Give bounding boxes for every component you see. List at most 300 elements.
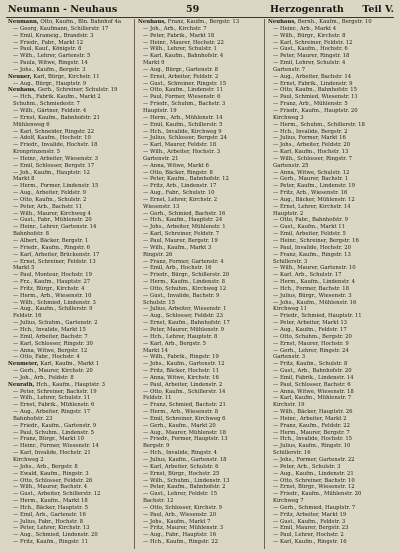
entry-details: — Herm., Arb., Wiesenstr. 8 — [143, 409, 219, 416]
entry-details: — Aug., Bürgr., Hauptstr. 9 — [13, 80, 87, 87]
directory-entry — [268, 135, 392, 142]
directory-entry — [268, 170, 392, 177]
directory-entry — [138, 320, 262, 327]
entry-details: — Fritz, Kaufm., Schulstr. 8 — [273, 361, 348, 368]
directory-entry — [8, 368, 132, 375]
entry-details: — Fritz, Arb., Lindenstr. 17 — [143, 183, 217, 190]
entry-details: — Wilh., Lehrer, Schulstr. 11 — [13, 395, 91, 402]
directory-entry — [8, 279, 132, 286]
header-town: Herzogenrath — [270, 4, 344, 15]
entry-details: — Friedr., Former, Hauptstr. 13 — [143, 436, 228, 443]
entry-details: — Hch., Invalide, Markt 15 — [13, 326, 86, 333]
directory-entry — [268, 183, 392, 190]
entry-details: — Friedr., Kaufm., Ringstr. 6 — [13, 244, 90, 251]
directory-entry — [268, 149, 392, 156]
entry-details: — Fritz, Arbeiter, Markt 19 — [273, 511, 347, 518]
entry-details: — Emil, Arbeiter, Bachstr. 7 — [13, 333, 88, 340]
entry-details: Schuhm., Schmiedestr. 7 — [13, 101, 80, 108]
page-number: 59 — [186, 4, 200, 15]
entry-details: — Wilh., Fabrik., Ringstr. 19 — [143, 354, 219, 361]
directory-entry — [138, 498, 262, 505]
entry-details: — Aug., Schlosser, Feldstr. 23 — [143, 313, 223, 320]
entry-details: — Hch., Invalide, Bergstr. 2 — [273, 128, 348, 135]
directory-entry — [8, 265, 132, 272]
entry-details: — Wilh., Maurer, Bachstr. 4 — [13, 484, 88, 491]
directory-entry — [268, 443, 392, 450]
entry-details: — Johs., Kaufm., Markt 7 — [143, 518, 211, 525]
directory-entry — [138, 354, 262, 361]
entry-details: — Karl, Kaufm., Ringstr. 16 — [273, 539, 347, 546]
entry-details: — Emil, Lehrer, Schulstr. 4 — [273, 60, 346, 67]
directory-entry — [8, 135, 132, 142]
directory-entry — [138, 409, 262, 416]
directory-entry — [138, 87, 262, 94]
directory-entry — [8, 348, 132, 355]
entry-details: — Ewald, Kaufm., Ringstr. 3 — [13, 470, 89, 477]
entry-details: — Johs., Kaufm., Bergstr. 3 — [13, 66, 86, 73]
entry-details: — Wilh., Schlosser, Ringstr. 7 — [273, 155, 352, 162]
entry-details: — Paul, Schlosser, Bachstr. 6 — [273, 381, 351, 388]
directory-entry — [268, 129, 392, 136]
directory-entry — [138, 245, 262, 252]
directory-entry — [8, 115, 132, 122]
entry-details: — Ernst, Arbeiter, Feldstr. 2 — [143, 73, 219, 80]
directory-entry — [138, 375, 262, 382]
directory-entry — [268, 108, 392, 115]
entry-details: — Ernst, Lehrer, Kirchstr. 14 — [273, 203, 351, 210]
entry-details: — Otto, Kaufm., Schillerstr. 14 — [143, 388, 226, 395]
directory-entry — [138, 327, 262, 334]
entry-details: — Julius, Kaufm., Gartenstr. 18 — [143, 457, 227, 463]
entry-details: — Johs., Arb., Bergstr. 8 — [13, 463, 78, 470]
entry-details: — Peter, Maurer, Ringstr. 18 — [273, 53, 350, 60]
column-divider — [264, 19, 265, 549]
directory-entry — [268, 423, 392, 430]
directory-entry — [138, 361, 262, 368]
directory-entry — [138, 300, 262, 307]
entry-details: Markt 14 — [143, 347, 168, 354]
entry-details: — Wilh., Maurer, Kirchweg 4 — [13, 210, 91, 217]
directory-entry — [268, 457, 392, 464]
directory-entry — [268, 334, 392, 341]
directory-entry — [138, 416, 262, 423]
directory-entry — [138, 389, 262, 396]
directory-entry — [268, 300, 392, 307]
entry-details: — Georg, Kaufmann, Schillerstr. 17 — [13, 25, 109, 32]
directory-entry — [138, 423, 262, 430]
directory-entry — [268, 60, 392, 67]
directory-entry — [8, 40, 132, 47]
entry-details: Kirchstr. 19 — [273, 402, 305, 409]
directory-entry — [268, 252, 392, 259]
entry-details: — Emil, Kaufm., Schillerstr. 5 — [143, 121, 223, 128]
entry-details: — Karl, Kaufm., Mühlenstr. 7 — [273, 395, 352, 402]
entry-details: — Wilh., Arbeiter, Hochstr. 3 — [143, 149, 221, 156]
entry-details: — Hch., Kaufm., Ringstr. 22 — [143, 539, 218, 546]
directory-entry — [8, 354, 132, 361]
directory-entry — [268, 238, 392, 245]
entry-details: Mühlenweg 6 — [13, 121, 50, 128]
entry-details: Feldstr. 11 — [143, 395, 172, 402]
entry-details: — Adolf, Kaufm., Hochstr. 10 — [13, 135, 91, 142]
entry-details: Schillerstr. 16 — [273, 450, 311, 457]
directory-entry — [8, 293, 132, 300]
entry-details: — Anna, Witwe, Bergstr. 12 — [13, 347, 88, 354]
header-part: Teil V. — [362, 4, 394, 15]
directory-entry — [8, 170, 132, 177]
directory-entry — [268, 87, 392, 94]
directory-entry — [268, 67, 392, 74]
entry-surname: Neurath, — [8, 381, 35, 388]
entry-details: — Friedr., Schuhm., Bachstr. 3 — [143, 101, 226, 108]
entry-details: — Wilh., Kaufm., Markt 3 — [143, 244, 212, 251]
entry-details: — Fritz, Maurer, Mühlenstr. 3 — [143, 525, 224, 532]
directory-entry — [8, 464, 132, 471]
directory-entry — [8, 81, 132, 88]
entry-details: — Paul, Schuhm., Lindenstr. 5 — [13, 429, 94, 436]
entry-details: — Julius, Fabr., Hochstr. 8 — [13, 518, 83, 525]
directory-entry — [138, 156, 262, 163]
column-2 — [138, 19, 262, 549]
entry-details: — Otto, Schreiner, Bachstr. 10 — [273, 477, 355, 484]
directory-entry — [138, 525, 262, 532]
directory-entry — [138, 464, 262, 471]
directory-entry — [138, 532, 262, 539]
directory-entry — [268, 402, 392, 409]
directory-entry — [138, 368, 262, 375]
directory-entry — [268, 389, 392, 396]
entry-details: — Karl, Maurer, Feldstr. 18 — [143, 142, 217, 149]
directory-entry — [8, 53, 132, 60]
entry-details: — Franz, Schmied, Bachstr. 21 — [143, 402, 226, 409]
entry-details: — Aug., Maurer, Mühlenstr. 18 — [143, 429, 227, 436]
directory-entry — [138, 46, 262, 53]
entry-details: — Fritz, Bäcker, Hochstr. 11 — [143, 368, 219, 375]
directory-entry — [138, 286, 262, 293]
entry-details: — Emil, Arbeiter, Feldstr. 5 — [273, 231, 346, 238]
entry-details: Kronprinzenstr. 5 — [13, 149, 60, 156]
directory-entry — [8, 389, 132, 396]
entry-details: — Ernst, Kaufm., Bahnhofstr. 17 — [143, 320, 230, 327]
directory-entry — [268, 354, 392, 361]
entry-details: Schillerstr. 3 — [273, 258, 308, 265]
directory-entry — [268, 26, 392, 33]
entry-details: — Franz, Bürgr., Markt 10 — [13, 436, 85, 443]
directory-entry — [268, 436, 392, 443]
directory-entry — [8, 525, 132, 532]
entry-details: — Herm., Former, Lindenstr. 15 — [13, 183, 99, 190]
directory-entry — [268, 395, 392, 402]
directory-entry — [268, 539, 392, 546]
entry-details: — Karl, Arbeiter, Brückenstr. 17 — [13, 251, 100, 258]
entry-details: — Julius, Former, Markt 16 — [273, 135, 346, 142]
entry-details: — Friedr., Kaufm., Hauptstr. 20 — [273, 107, 358, 114]
directory-entry — [138, 539, 262, 546]
directory-entry — [138, 81, 262, 88]
entry-details: — Paul, Kauf., Königstr. 8 — [13, 46, 82, 53]
entry-details: — Paul, Monteur, Hochstr. 19 — [13, 272, 93, 279]
entry-details: — Karl, Schreiner, Feldstr. 7 — [143, 231, 220, 238]
entry-details: Kirchweg 2 — [13, 457, 44, 463]
directory-entry — [8, 197, 132, 204]
directory-entry — [268, 498, 392, 505]
directory-entry — [138, 170, 262, 177]
entry-surname: Neuhaus, — [138, 19, 167, 25]
entry-details: — Heinr., Arbeiter, Wiesenstr. 3 — [13, 155, 98, 162]
directory-entry — [8, 272, 132, 279]
entry-details: — Wilh., Schuhm., Lindenstr. 13 — [143, 477, 230, 484]
entry-details: — Ernst, Lehrer, Kirchstr. 2 — [143, 196, 218, 203]
entry-details: — Albert, Bäcker, Bergstr. 1 — [13, 238, 89, 244]
directory-entry — [8, 87, 132, 94]
directory-entry — [268, 40, 392, 47]
entry-details: — Otto, Bäcker, Ringstr. 8 — [143, 169, 213, 176]
directory-entry — [8, 416, 132, 423]
directory-entry — [268, 348, 392, 355]
entry-details: — Ernst, Kaufm., Bahnhofstr. 21 — [13, 114, 100, 121]
entry-details: — Gerh., Lehrer, Ringstr. 24 — [273, 347, 349, 354]
entry-details: — Hch., Kaufm., Hauptstr. 24 — [143, 217, 223, 224]
entry-details: — Peter, Fabrik., Markt 18 — [143, 32, 215, 39]
entry-details: — Peter, Arb., Bachstr. 11 — [13, 203, 83, 210]
directory-entry — [138, 402, 262, 409]
entry-details: — Wilh., Schmied, Lindenstr. 3 — [13, 299, 96, 306]
entry-details: — Aug., Bäcker, Mühlenstr. 12 — [273, 196, 355, 203]
directory-entry — [138, 176, 262, 183]
directory-entry — [8, 409, 132, 416]
directory-entry — [268, 163, 392, 170]
entry-details: — Hch., Invalide, Ringstr. 4 — [143, 450, 217, 457]
entry-details: Bahnhofstr. 23 — [13, 415, 53, 422]
directory-entry — [268, 409, 392, 416]
directory-entry — [268, 484, 392, 491]
directory-entry — [138, 279, 262, 286]
directory-entry — [268, 142, 392, 149]
entry-details: — Franz, Arb., Mühlenstr. 5 — [273, 101, 348, 108]
entry-details: — Emil, Arb., Gartenstr. 16 — [13, 511, 86, 518]
directory-entry — [8, 101, 132, 108]
directory-entry — [138, 505, 262, 512]
entry-details: — Peter, Maurer, Mühlenstr. 9 — [143, 326, 225, 333]
directory-entry — [138, 163, 262, 170]
entry-details: — Herm., Kaufm., Lindenstr. 8 — [143, 279, 225, 286]
directory-entry — [8, 443, 132, 450]
directory-entry — [138, 519, 262, 526]
directory-entry — [8, 498, 132, 505]
directory-entry — [268, 471, 392, 478]
directory-entry — [8, 190, 132, 197]
directory-entry — [8, 286, 132, 293]
entry-details: — Julius, Kaufm., Ringstr. 10 — [273, 443, 351, 450]
header-rule — [6, 17, 394, 18]
entry-details: — Gust., Fabr., Mühlenstr. 20 — [13, 217, 92, 224]
entry-details: — Heinr., Arbeiter, Markt 2 — [273, 415, 347, 422]
entry-details: — Anna, Witwe, Markt 6 — [143, 162, 209, 169]
entry-details: — Ernst, Bürgr., Wiesenstr. 12 — [273, 484, 355, 491]
directory-entry — [8, 341, 132, 348]
directory-entry — [268, 478, 392, 485]
directory-entry — [268, 156, 392, 163]
entry-details: Bachstr. 12 — [143, 498, 174, 505]
directory-entry — [8, 436, 132, 443]
entry-details: — Anna, Witwe, Kirchstr. 16 — [143, 374, 219, 381]
entry-details: — Paul, Arb., Wiesenstr. 20 — [143, 511, 217, 518]
entry-details: — Gust., Kaufm., Feldstr. 3 — [273, 518, 346, 525]
directory-entry — [8, 505, 132, 512]
entry-details: — Joh., Arb., Kirchstr. 7 — [143, 25, 207, 32]
entry-details: — Hch., Invalide, Hochstr. 15 — [273, 436, 353, 443]
entry-details: — Wilh., Bäcker, Hauptstr. 26 — [273, 409, 353, 416]
directory-entry — [138, 53, 262, 60]
directory-entry — [268, 464, 392, 471]
directory-entry — [268, 313, 392, 320]
directory-entry — [138, 512, 262, 519]
directory-entry — [268, 368, 392, 375]
directory-entry — [8, 512, 132, 519]
entry-details: — Fritz, Kaufm., Ringstr. 11 — [13, 539, 89, 546]
directory-entry — [268, 259, 392, 266]
entry-details: Markt 5 — [13, 265, 35, 272]
directory-entry — [8, 484, 132, 491]
entry-details: — Julius, Schuhm., Gartenstr. 2 — [13, 320, 98, 327]
directory-entry — [8, 217, 132, 224]
directory-entry — [268, 279, 392, 286]
entry-details: — Johs., Former, Gartenstr. 22 — [273, 457, 355, 463]
directory-entry — [8, 300, 132, 307]
entry-details: — Aug., Fabr., Hauptstr. 16 — [143, 532, 217, 539]
entry-details: — Otto, Schlosser, Feldstr. 26 — [13, 477, 93, 484]
entry-details: — Friedr., Kaufm., Mühlenstr. 20 — [273, 491, 362, 498]
entry-details: Hauptstr. 19 — [143, 107, 177, 114]
directory-entry — [138, 190, 262, 197]
entry-details: — Gerh., Schmied, Hauptstr. 7 — [273, 504, 356, 511]
directory-entry — [138, 348, 262, 355]
entry-details: — Joh., Arb., Feldstr. 8 — [13, 374, 74, 381]
entry-details: — Julius, Bürgr., Wiesenstr. 3 — [273, 292, 352, 299]
entry-details: — Peter, Arb., Schulstr. 3 — [273, 463, 341, 470]
directory-entry — [138, 252, 262, 259]
directory-entry — [138, 334, 262, 341]
directory-entry — [8, 395, 132, 402]
entry-details: — Gerh., Maurer, Bachstr. 1 — [273, 176, 349, 183]
entry-details: — Paul, Maurer, Bergstr. 19 — [143, 238, 218, 244]
directory-entry — [268, 430, 392, 437]
entry-details: Gartenstr. 3 — [273, 354, 306, 361]
directory-entry — [268, 217, 392, 224]
entry-details: — Otto, Schuhm., Kirchweg 12 — [143, 285, 227, 292]
directory-entry — [8, 402, 132, 409]
directory-entry — [8, 334, 132, 341]
directory-entry — [8, 94, 132, 101]
directory-entry — [138, 204, 262, 211]
directory-entry — [8, 224, 132, 231]
entry-details: — Gust., Kaufm., Hochstr. 6 — [273, 46, 348, 53]
entry-details: — Hch., Fabrik. Kaufm., Markt 2 — [13, 94, 101, 101]
directory-entry — [8, 539, 132, 546]
entry-details: — Fritz, Arb., Wiesenstr. 16 — [273, 190, 348, 197]
directory-entry — [138, 26, 262, 33]
directory-entry — [268, 94, 392, 101]
entry-details: — Aug., Kaufm., Lindenstr. 21 — [273, 470, 354, 477]
directory-entry — [268, 382, 392, 389]
entry-details: — Otto, Schuhm., Bergstr. 20 — [273, 333, 352, 340]
entry-details: — Emil, Schlosser, Bergstr. 17 — [13, 162, 95, 169]
entry-details: — Aug., Kaufm., Feldstr. 17 — [273, 326, 347, 333]
directory-entry — [8, 471, 132, 478]
directory-entry — [8, 211, 132, 218]
directory-entry — [8, 252, 132, 259]
directory-entry — [8, 46, 132, 53]
directory-entry — [8, 313, 132, 320]
directory-entry — [268, 231, 392, 238]
entry-details: — Hch., Bäcker, Hauptstr. 5 — [13, 504, 88, 511]
directory-entry — [268, 306, 392, 313]
directory-entry — [8, 60, 132, 67]
directory-entry — [8, 478, 132, 485]
directory-entry — [138, 101, 262, 108]
directory-entry — [8, 183, 132, 190]
directory-entry — [138, 67, 262, 74]
entry-details: — Karl, Schreiner, Feldstr. 12 — [273, 39, 353, 46]
entry-details: — Herm., Maurer, Bergstr. 7 — [273, 429, 350, 436]
entry-details: Otto, Kaufm., Bln. Bahnhof 4a — [40, 19, 122, 25]
directory-entry — [138, 129, 262, 136]
entry-details: — Otto, Kaufm., Schulstr. 2 — [13, 196, 87, 203]
directory-entry — [268, 245, 392, 252]
directory-entry — [8, 156, 132, 163]
directory-entry — [8, 423, 132, 430]
entry-details: Schulstr. 15 — [143, 299, 176, 306]
entry-details: — Friedr., Schmied, Hauptstr. 11 — [273, 313, 362, 320]
directory-entry — [8, 142, 132, 149]
directory-entry — [268, 197, 392, 204]
directory-entry — [8, 491, 132, 498]
directory-entry — [268, 46, 392, 53]
entry-details: — Otto, Schlosser, Kirchstr. 9 — [143, 504, 223, 511]
entry-details: — Paula, Witwe, Ringstr. 14 — [13, 60, 88, 67]
entry-details: — Emil, Arb., Hochstr. 16 — [143, 265, 212, 272]
directory-entry — [268, 375, 392, 382]
entry-details: — Emil, Fabrik., Lindenstr. 14 — [273, 374, 354, 381]
directory-entry — [8, 149, 132, 156]
entry-details: — Franz, Kaufm., Ringstr. 13 — [273, 251, 351, 258]
directory-entry — [8, 259, 132, 266]
directory-entry — [8, 122, 132, 129]
directory-entry — [138, 197, 262, 204]
entry-details: — Wilh., Lehrer, Schulstr. 1 — [143, 46, 217, 53]
page-header — [8, 4, 394, 18]
directory-entry — [8, 108, 132, 115]
entry-details: — Herm., Kaufm., Lindenstr. 4 — [273, 279, 355, 286]
directory-entry — [268, 204, 392, 211]
entry-details: — Karl, Arb., Bergstr. 5 — [143, 340, 206, 347]
entry-details: — Frz., Kaufm., Hauptstr. 27 — [13, 279, 91, 286]
entry-details: — Wilh., Lehrer, Gartenstr. 5 — [13, 53, 91, 60]
directory-entry — [138, 224, 262, 231]
directory-entry — [138, 382, 262, 389]
column-1 — [8, 19, 132, 549]
directory-entry — [138, 108, 262, 115]
directory-entry — [8, 129, 132, 136]
entry-details: — Gerh., Schmied, Bachstr. 16 — [143, 210, 226, 217]
directory-entry — [268, 115, 392, 122]
directory-entry — [138, 430, 262, 437]
entry-details: — Ernst, Fabrik., Lindenstr. 9 — [273, 80, 353, 87]
entry-details: — Aug., Arbeiter, Bachstr. 14 — [273, 73, 352, 80]
directory-entry — [268, 33, 392, 40]
entry-details: — Franz, Former, Gartenstr. 4 — [143, 258, 224, 265]
directory-entry — [8, 238, 132, 245]
